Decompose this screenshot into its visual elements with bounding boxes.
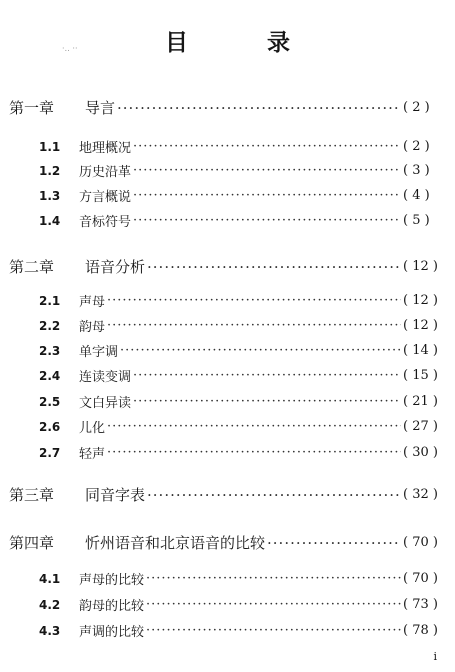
entry-title: 韵母的比较: [79, 599, 145, 614]
dot-leader: [107, 318, 401, 333]
entry-number: 第二章: [9, 258, 55, 276]
entry-number: 1.2: [39, 163, 61, 178]
entry-title: 声母的比较: [79, 573, 145, 588]
entry-page: ( 30 ): [403, 445, 438, 460]
dot-leader: [133, 213, 401, 228]
dot-leader: [267, 534, 401, 552]
toc-entry[interactable]: [0, 595, 455, 614]
entry-title: 语音分析: [85, 258, 146, 276]
toc-entry[interactable]: [0, 291, 455, 310]
entry-title: 音标符号: [79, 215, 132, 230]
entry-number: 2.3: [39, 343, 61, 358]
entry-page: ( 73 ): [403, 597, 438, 612]
entry-page: ( 2 ): [403, 100, 430, 115]
toc-entry[interactable]: [0, 484, 455, 505]
toc-entry[interactable]: [0, 97, 455, 118]
toc-entry[interactable]: [0, 569, 455, 588]
entry-number: 2.1: [39, 293, 61, 308]
entry-page: ( 70 ): [403, 571, 438, 586]
toc-entry[interactable]: [0, 621, 455, 640]
dot-leader: [107, 293, 401, 308]
entry-title: 连读变调: [79, 370, 132, 385]
toc-entry[interactable]: [0, 186, 455, 205]
entry-page: ( 32 ): [403, 487, 438, 502]
toc-entry[interactable]: [0, 137, 455, 156]
dot-leader: [120, 343, 401, 358]
entry-title: 忻州语音和北京语音的比较: [85, 534, 266, 552]
entry-title: 同音字表: [85, 486, 146, 504]
entry-number: 2.2: [39, 318, 61, 333]
toc-entry[interactable]: [0, 211, 455, 230]
entry-title: 声母: [79, 295, 106, 310]
entry-page: ( 5 ): [403, 213, 430, 228]
entry-number: 2.6: [39, 419, 61, 434]
entry-number: 2.7: [39, 445, 61, 460]
toc-entry[interactable]: [0, 256, 455, 277]
entry-number: 1.4: [39, 213, 61, 228]
dot-leader: [107, 419, 401, 434]
dot-leader: [146, 623, 401, 638]
entry-page: ( 21 ): [403, 394, 438, 409]
entry-title: 声调的比较: [79, 625, 145, 640]
entry-page: ( 4 ): [403, 188, 430, 203]
entry-page: ( 14 ): [403, 343, 438, 358]
entry-page: ( 70 ): [403, 535, 438, 550]
page-folio: i: [433, 650, 437, 663]
entry-title: 韵母: [79, 320, 106, 335]
entry-title: 儿化: [79, 421, 106, 436]
entry-page: ( 12 ): [403, 259, 438, 274]
toc-entry[interactable]: [0, 417, 455, 436]
entry-number: 第一章: [9, 99, 55, 117]
scan-smudge: ·‥ ··: [62, 44, 78, 53]
entry-number: 1.3: [39, 188, 61, 203]
entry-page: ( 3 ): [403, 163, 430, 178]
dot-leader: [146, 597, 401, 612]
dot-leader: [133, 368, 401, 383]
dot-leader: [107, 445, 401, 460]
dot-leader: [147, 486, 401, 504]
toc-entry[interactable]: [0, 366, 455, 385]
entry-title: 文白异读: [79, 396, 132, 411]
entry-page: ( 12 ): [403, 318, 438, 333]
dot-leader: [133, 188, 401, 203]
dot-leader: [133, 139, 401, 154]
entry-title: 历史沿革: [79, 165, 132, 180]
entry-title: 轻声: [79, 447, 106, 462]
dot-leader: [133, 394, 401, 409]
entry-title: 方言概说: [79, 190, 132, 205]
entry-number: 第四章: [9, 534, 55, 552]
entry-number: 2.5: [39, 394, 61, 409]
entry-number: 4.1: [39, 571, 61, 586]
entry-title: 导言: [85, 99, 116, 117]
toc-entry[interactable]: [0, 316, 455, 335]
dot-leader: [146, 571, 401, 586]
dot-leader: [147, 258, 401, 276]
entry-number: 4.3: [39, 623, 61, 638]
entry-number: 第三章: [9, 486, 55, 504]
toc-entry[interactable]: [0, 341, 455, 360]
entry-title: 地理概况: [79, 141, 132, 156]
entry-number: 4.2: [39, 597, 61, 612]
toc-entry[interactable]: [0, 532, 455, 553]
entry-number: 1.1: [39, 139, 61, 154]
entry-page: ( 27 ): [403, 419, 438, 434]
dot-leader: [133, 163, 401, 178]
toc-entry[interactable]: [0, 161, 455, 180]
page-title: 目 录: [165, 29, 318, 56]
toc-entry[interactable]: [0, 392, 455, 411]
entry-page: ( 12 ): [403, 293, 438, 308]
entry-page: ( 2 ): [403, 139, 430, 154]
entry-page: ( 78 ): [403, 623, 438, 638]
toc-entry[interactable]: [0, 443, 455, 462]
entry-title: 单字调: [79, 345, 119, 360]
entry-number: 2.4: [39, 368, 61, 383]
entry-page: ( 15 ): [403, 368, 438, 383]
dot-leader: [117, 99, 401, 117]
